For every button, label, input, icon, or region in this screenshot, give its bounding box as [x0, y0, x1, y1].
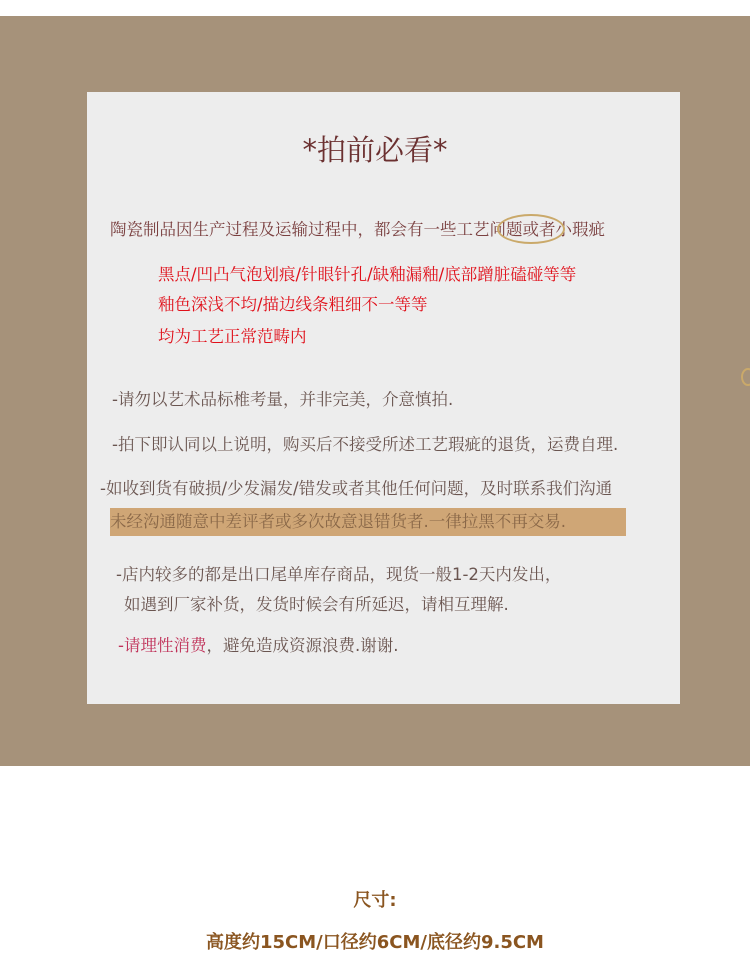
note-line-2: -拍下即认同以上说明，购买后不接受所述工艺瑕疵的退货，运费自理. — [112, 435, 619, 454]
stock-line-2: 如遇到厂家补货，发货时候会有所延迟，请相互理解. — [124, 595, 509, 614]
closing-highlight: -请理性消费 — [118, 636, 207, 655]
edge-circle-mark — [741, 368, 750, 386]
notice-title: *拍前必看* — [302, 133, 448, 167]
closing-line — [118, 635, 398, 657]
note-line-1: -请勿以艺术品标椎考量，并非完美，介意慎拍. — [112, 390, 454, 409]
circle-annotation — [497, 214, 565, 244]
size-label: 尺寸: — [353, 890, 397, 911]
note-line-3: -如收到货有破损/少发漏发/错发或者其他任何问题，及时联系我们沟通 — [100, 479, 613, 498]
size-value: 高度约15CM/口径约6CM/底径约9.5CM — [206, 932, 544, 953]
intro-text-after: 或者小瑕疵 — [522, 220, 605, 239]
intro-text-before: 陶瓷制品因生产过程及运输过程中，都会有一些 — [110, 220, 457, 239]
defect-line-2: 釉色深浅不均/描边线条粗细不一等等 — [158, 295, 428, 314]
intro-circled-text: 工艺问题 — [456, 220, 523, 239]
closing-rest: ，避免造成资源浪费.谢谢. — [206, 636, 399, 655]
stock-line-1: -店内较多的都是出口尾单库存商品，现货一般1-2天内发出， — [116, 565, 562, 584]
note-line-4: 未经沟通随意中差评者或多次故意退错货者.一律拉黑不再交易. — [110, 512, 566, 531]
defect-line-3: 均为工艺正常范畴内 — [158, 327, 307, 346]
defect-line-1: 黑点/凹凸气泡划痕/针眼针孔/缺釉漏釉/底部蹭脏磕碰等等 — [158, 265, 577, 284]
